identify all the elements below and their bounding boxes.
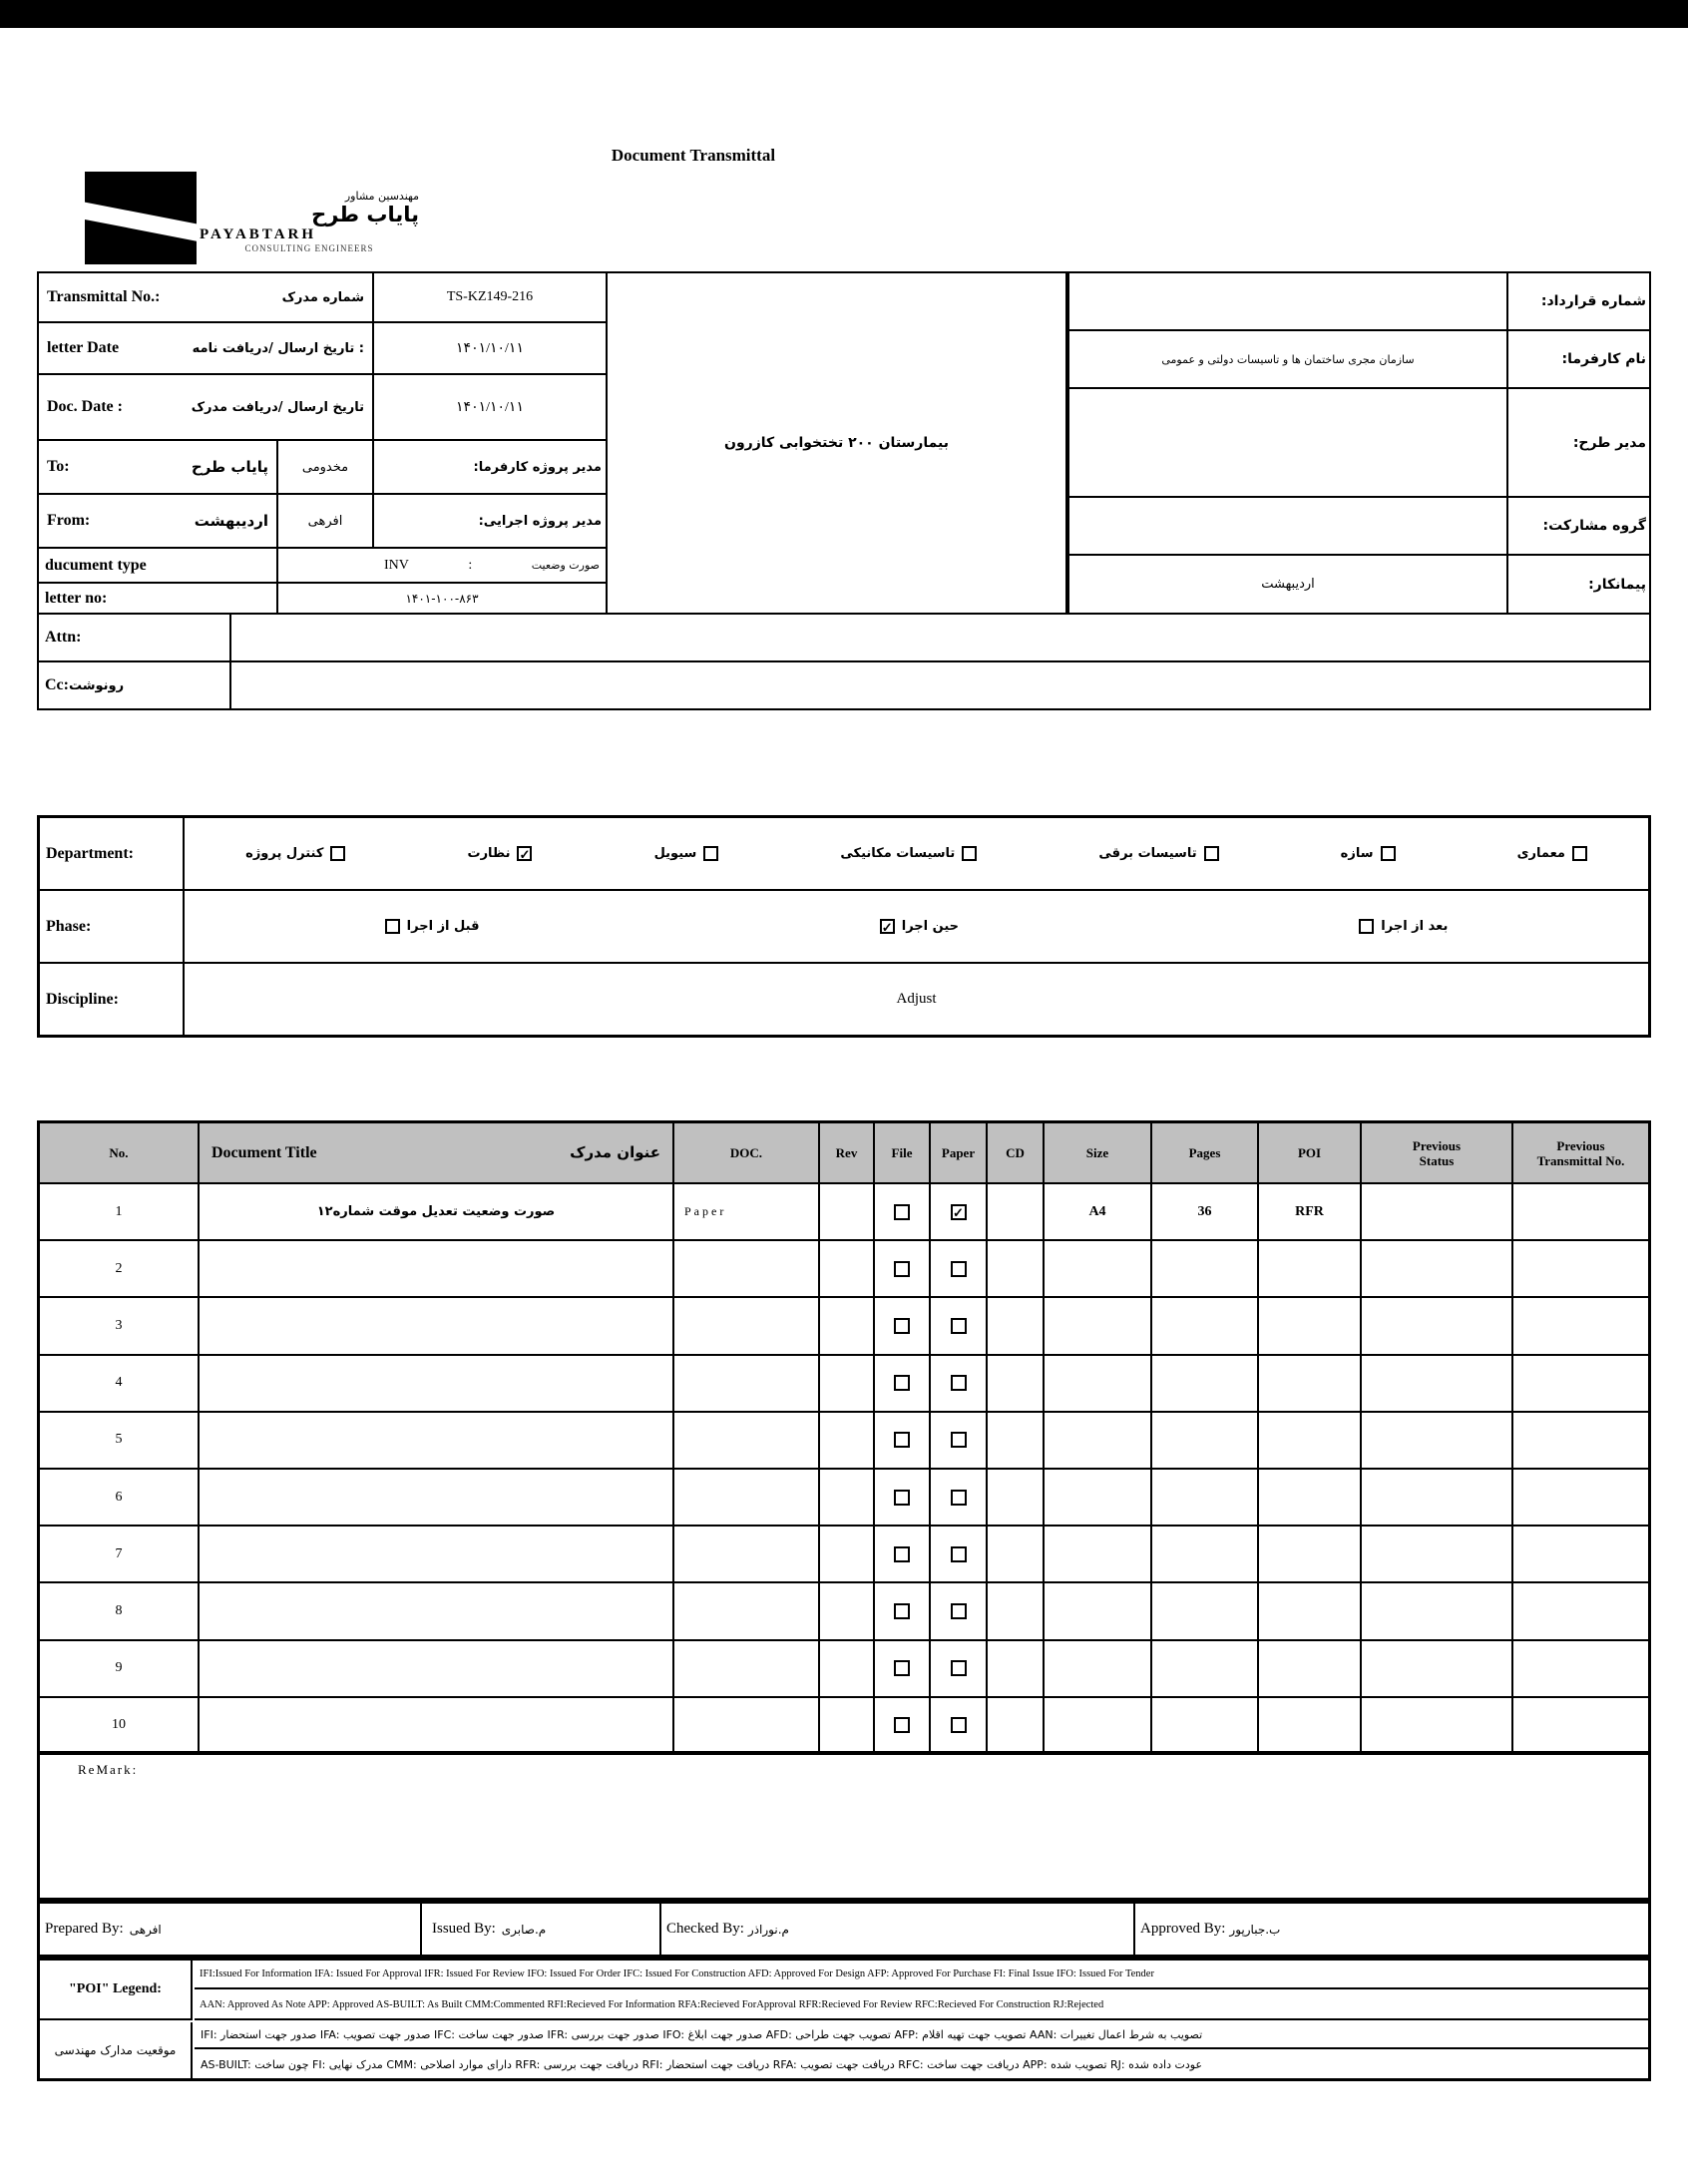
- paper-checkbox[interactable]: [951, 1603, 967, 1619]
- cell-doc: [672, 1470, 818, 1525]
- cell-prev-status: [1360, 1356, 1511, 1411]
- cell-poi: RFR: [1257, 1184, 1360, 1239]
- cell-pages: [1150, 1527, 1257, 1581]
- file-checkbox[interactable]: [894, 1717, 910, 1733]
- doc-type-label: ducument type: [45, 556, 147, 574]
- cell-doc: [672, 1698, 818, 1753]
- cell-size: [1043, 1470, 1150, 1525]
- contractor-value: اردیبهشت: [1067, 554, 1508, 615]
- cell-rev: [818, 1583, 873, 1638]
- letter-no-label-cell: [37, 582, 278, 615]
- cell-file: [873, 1641, 929, 1696]
- cell-file: [873, 1356, 929, 1411]
- remark-label: ReMark:: [78, 1762, 139, 1777]
- department-option-checkbox[interactable]: [962, 846, 977, 861]
- cell-doc: [672, 1241, 818, 1296]
- cell-paper: [929, 1184, 986, 1239]
- discipline-row: [40, 964, 1648, 1035]
- file-checkbox[interactable]: [894, 1375, 910, 1391]
- cell-title: [198, 1356, 672, 1411]
- cell-cd: [986, 1356, 1043, 1411]
- cell-cd: [986, 1184, 1043, 1239]
- logo-en-name: PAYABTARH: [200, 226, 317, 242]
- cell-title: [198, 1298, 672, 1353]
- department-option-label: نظارت: [467, 846, 511, 861]
- col-header-title-en: Document Title: [211, 1144, 317, 1161]
- cell-no: 4: [115, 1375, 123, 1391]
- contract-no-value[interactable]: [1067, 271, 1508, 331]
- letter-date-label-cell: [37, 321, 374, 375]
- file-checkbox[interactable]: [894, 1204, 910, 1220]
- phase-row: [40, 891, 1648, 964]
- department-option: [468, 846, 533, 861]
- issued-by-cell: [422, 1904, 661, 1955]
- attn-label-cell: [37, 613, 231, 662]
- cell-size: [1043, 1298, 1150, 1353]
- fa-legend-label: موقعیت مدارک مهندسی: [40, 2022, 193, 2078]
- phase-option-label: قبل از اجرا: [406, 919, 480, 934]
- department-option-checkbox[interactable]: [1572, 846, 1587, 861]
- partnership-label: گروه مشارکت:: [1506, 496, 1651, 556]
- doc-date-label-cell: [37, 373, 374, 441]
- paper-checkbox[interactable]: [951, 1261, 967, 1277]
- col-header-prev-status-l2: Status: [1419, 1152, 1455, 1168]
- cell-cd: [986, 1241, 1043, 1296]
- logo-fa-name: پایاب طرح: [311, 203, 419, 226]
- col-header-prev-status-l1: Previous: [1412, 1137, 1462, 1153]
- phase-option: [880, 919, 959, 934]
- cell-prev-transmittal: [1511, 1356, 1648, 1411]
- cell-paper: [929, 1641, 986, 1696]
- cell-poi: [1257, 1413, 1360, 1468]
- col-header-title-fa: عنوان مدرک: [570, 1143, 660, 1161]
- cell-doc: [672, 1298, 818, 1353]
- cell-size: [1043, 1583, 1150, 1638]
- cell-rev: [818, 1527, 873, 1581]
- cell-pages: [1150, 1413, 1257, 1468]
- file-checkbox[interactable]: [894, 1660, 910, 1676]
- cell-prev-transmittal: [1511, 1641, 1648, 1696]
- cell-prev-transmittal: [1511, 1413, 1648, 1468]
- cc-label-cell: [37, 660, 231, 710]
- cell-prev-status: [1360, 1241, 1511, 1296]
- col-header-title: [198, 1123, 672, 1182]
- prepared-by-cell: [40, 1904, 422, 1955]
- top-black-bar: [0, 0, 1688, 28]
- documents-table-header: [40, 1123, 1648, 1184]
- cell-prev-transmittal: [1511, 1241, 1648, 1296]
- letter-date-label-en: letter Date: [47, 339, 120, 356]
- department-option: [1098, 846, 1218, 861]
- col-header-rev: Rev: [818, 1123, 873, 1182]
- table-row: [40, 1241, 1648, 1298]
- cell-paper: [929, 1413, 986, 1468]
- legend-en-row1: IFI:Issued For Information IFA: Issued For Approval IFR: Issued For Review IFO: Issued For Order IFC: Issued For Construction AFD: Approved For Design AFP: Approved For Purchase FI: Final Issue IFO: Issued For Tender: [195, 1961, 1648, 1989]
- phase-option-checkbox[interactable]: [385, 919, 400, 934]
- cell-prev-status: [1360, 1641, 1511, 1696]
- cell-no: 7: [115, 1545, 123, 1561]
- company-logo: [85, 172, 197, 264]
- to-role: مدیر پروژه کارفرما:: [372, 439, 608, 495]
- table-row: [40, 1583, 1648, 1640]
- cell-title: [198, 1527, 672, 1581]
- to-person: مخدومی: [276, 439, 374, 495]
- logo-text-block: [200, 190, 419, 253]
- letter-no-label: letter no:: [45, 589, 108, 607]
- poi-legend: [37, 1958, 1651, 2081]
- logo-stripe-icon: [85, 201, 197, 247]
- file-checkbox[interactable]: [894, 1432, 910, 1448]
- from-value: اردیبهشت: [194, 512, 268, 530]
- cell-pages: [1150, 1470, 1257, 1525]
- department-label: Department:: [40, 818, 185, 889]
- cell-no: 10: [112, 1717, 126, 1733]
- cell-no: 8: [115, 1602, 123, 1618]
- table-row: [40, 1698, 1648, 1755]
- cell-rev: [818, 1641, 873, 1696]
- file-checkbox[interactable]: [894, 1546, 910, 1562]
- cell-doc: [672, 1356, 818, 1411]
- cell-size: [1043, 1527, 1150, 1581]
- department-row: [40, 818, 1648, 891]
- page-title: Document Transmittal: [611, 146, 776, 165]
- contractor-label: پیمانکار:: [1506, 554, 1651, 615]
- cell-cd: [986, 1583, 1043, 1638]
- cc-label-fa: رونوشت: [68, 677, 125, 693]
- cell-no: 2: [115, 1260, 123, 1276]
- cell-cd: [986, 1698, 1043, 1753]
- col-header-paper: Paper: [929, 1123, 986, 1182]
- legend-fa-row1: IFI: صدور جهت استحضار IFA: صدور جهت تصویب IFC: صدور جهت ساخت IFR: صدور جهت بررسی IFO: صدور جهت ابلاغ AFD: تصویب جهت طراحی AFP: تصویب جهت تهیه اقلام AAN: تصویب به شرط اعمال تغییرات: [195, 2022, 1648, 2049]
- cell-prev-transmittal: [1511, 1470, 1648, 1525]
- cell-paper: [929, 1470, 986, 1525]
- table-row: [40, 1527, 1648, 1583]
- from-label: From:: [47, 512, 91, 529]
- documents-table: [37, 1120, 1651, 1754]
- department-option-label: معماری: [1516, 846, 1565, 861]
- discipline-value: Adjust: [896, 991, 937, 1007]
- transmittal-no-label-en: Transmittal No.:: [47, 288, 161, 305]
- cell-paper: [929, 1527, 986, 1581]
- col-header-prev-transmittal: [1511, 1123, 1648, 1182]
- department-option-checkbox[interactable]: [1204, 846, 1219, 861]
- col-header-size: Size: [1043, 1123, 1150, 1182]
- cell-title: صورت وضعیت تعدیل موقت شماره۱۲: [198, 1184, 672, 1239]
- cell-file: [873, 1184, 929, 1239]
- cell-prev-transmittal: [1511, 1527, 1648, 1581]
- file-checkbox[interactable]: [894, 1318, 910, 1334]
- department-option-label: سازه: [1340, 846, 1374, 861]
- cell-file: [873, 1241, 929, 1296]
- cell-file: [873, 1298, 929, 1353]
- doc-date-value: ۱۴۰۱/۱۰/۱۱: [372, 373, 608, 441]
- cell-cd: [986, 1298, 1043, 1353]
- cell-prev-status: [1360, 1184, 1511, 1239]
- col-header-poi: POI: [1257, 1123, 1360, 1182]
- to-label: To:: [47, 458, 70, 475]
- checked-by-label: Checked By:: [666, 1921, 744, 1937]
- approved-by-value: ب.جبارپور: [1229, 1922, 1281, 1937]
- checked-by-cell: [661, 1904, 1135, 1955]
- cell-poi: [1257, 1356, 1360, 1411]
- col-header-doc: DOC.: [672, 1123, 818, 1182]
- cell-pages: [1150, 1641, 1257, 1696]
- cell-rev: [818, 1470, 873, 1525]
- cell-doc: [672, 1641, 818, 1696]
- design-manager-label: مدیر طرح:: [1506, 387, 1651, 498]
- cell-prev-transmittal: [1511, 1184, 1648, 1239]
- employer-label: نام کارفرما:: [1506, 329, 1651, 389]
- col-header-cd: CD: [986, 1123, 1043, 1182]
- cell-prev-transmittal: [1511, 1298, 1648, 1353]
- paper-checkbox[interactable]: [951, 1375, 967, 1391]
- department-option-checkbox[interactable]: [1381, 846, 1396, 861]
- cell-poi: [1257, 1241, 1360, 1296]
- cell-prev-status: [1360, 1698, 1511, 1753]
- doc-type-value: INV: [384, 557, 409, 573]
- table-row: [40, 1298, 1648, 1355]
- cell-rev: [818, 1241, 873, 1296]
- doc-type-value-cell: [276, 547, 608, 584]
- doc-type-colon: :: [468, 557, 473, 573]
- col-header-pages: Pages: [1150, 1123, 1257, 1182]
- cell-no: 3: [115, 1317, 123, 1333]
- cell-doc: Paper: [672, 1184, 818, 1239]
- cell-paper: [929, 1698, 986, 1753]
- cell-title: [198, 1241, 672, 1296]
- department-option: [840, 846, 977, 861]
- cell-size: [1043, 1698, 1150, 1753]
- paper-checkbox[interactable]: [951, 1490, 967, 1506]
- paper-checkbox[interactable]: [951, 1660, 967, 1676]
- issued-by-value: م.صابری: [501, 1922, 547, 1937]
- cell-paper: [929, 1241, 986, 1296]
- cc-value[interactable]: [229, 660, 1651, 710]
- issued-by-label: Issued By:: [432, 1921, 496, 1937]
- phase-option-checkbox[interactable]: ✓: [880, 919, 895, 934]
- cell-prev-status: [1360, 1470, 1511, 1525]
- department-option: [654, 846, 719, 861]
- cell-prev-status: [1360, 1298, 1511, 1353]
- cell-pages: [1150, 1698, 1257, 1753]
- doc-date-label-fa: تاریخ ارسال /دریافت مدرک: [191, 399, 364, 415]
- cell-pages: [1150, 1583, 1257, 1638]
- cell-cd: [986, 1413, 1043, 1468]
- cell-no: 9: [115, 1660, 123, 1676]
- cell-paper: [929, 1583, 986, 1638]
- col-header-file: File: [873, 1123, 929, 1182]
- cell-size: A4: [1043, 1184, 1150, 1239]
- paper-checkbox[interactable]: [951, 1546, 967, 1562]
- department-option-label: کنترل پروژه: [245, 846, 324, 861]
- transmittal-no-label-fa: شماره مدرک: [281, 289, 364, 305]
- phase-options: [185, 891, 1648, 962]
- cell-prev-status: [1360, 1413, 1511, 1468]
- cell-size: [1043, 1241, 1150, 1296]
- attn-label: Attn:: [45, 629, 82, 646]
- legend-fa-row2: AS-BUILT: چون ساخت FI: مدرک نهایی CMM: دارای موارد اصلاحی RFR: دریافت جهت بررسی RFI: دریافت جهت استحضار RFA: دریافت جهت تصویب RFC: دریافت جهت ساخت APP: تصویب شده RJ: عودت داده شده: [201, 2058, 1203, 2071]
- cell-doc: [672, 1527, 818, 1581]
- attn-value[interactable]: [229, 613, 1651, 662]
- prepared-by-value: افرهی: [129, 1922, 162, 1937]
- table-row: [40, 1413, 1648, 1470]
- paper-checkbox[interactable]: [951, 1318, 967, 1334]
- cell-title: [198, 1470, 672, 1525]
- cell-rev: [818, 1356, 873, 1411]
- cell-prev-status: [1360, 1527, 1511, 1581]
- department-option-label: تاسیسات مکانیکی: [840, 846, 956, 861]
- prepared-by-label: Prepared By:: [45, 1921, 124, 1937]
- cell-prev-transmittal: [1511, 1698, 1648, 1753]
- transmittal-no-label-cell: [37, 271, 374, 323]
- transmittal-no-value: TS-KZ149-216: [372, 271, 608, 323]
- filters-table: [37, 815, 1651, 1038]
- cell-pages: 36: [1150, 1184, 1257, 1239]
- from-person: افرهی: [276, 493, 374, 549]
- phase-option-label: بعد از اجرا: [1381, 919, 1449, 934]
- cell-poi: [1257, 1583, 1360, 1638]
- cell-rev: [818, 1298, 873, 1353]
- doc-date-label-en: Doc. Date :: [47, 398, 123, 415]
- cell-file: [873, 1698, 929, 1753]
- employer-value: سازمان مجری ساختمان ها و تاسیسات دولتی و عمومی: [1067, 329, 1508, 389]
- paper-checkbox[interactable]: [951, 1432, 967, 1448]
- remark-box[interactable]: [37, 1754, 1651, 1901]
- cell-title: [198, 1641, 672, 1696]
- paper-checkbox[interactable]: ✓: [951, 1204, 967, 1220]
- cell-paper: [929, 1298, 986, 1353]
- cell-doc: [672, 1583, 818, 1638]
- col-header-prev-trans-l2: Transmittal No.: [1536, 1152, 1625, 1168]
- doc-type-fa: صورت وضعیت: [531, 559, 600, 572]
- partnership-value[interactable]: [1067, 496, 1508, 556]
- approved-by-label: Approved By:: [1140, 1921, 1226, 1937]
- from-role: مدیر پروژه اجرایی:: [372, 493, 608, 549]
- approved-by-cell: [1135, 1904, 1648, 1955]
- from-cell: [37, 493, 278, 549]
- logo-fa-tagline: مهندسین مشاور: [344, 190, 419, 203]
- cell-poi: [1257, 1470, 1360, 1525]
- phase-option-checkbox[interactable]: [1359, 919, 1374, 934]
- cell-size: [1043, 1356, 1150, 1411]
- cell-poi: [1257, 1298, 1360, 1353]
- paper-checkbox[interactable]: [951, 1717, 967, 1733]
- cell-prev-transmittal: [1511, 1583, 1648, 1638]
- cell-title: [198, 1698, 672, 1753]
- department-options: [185, 818, 1648, 889]
- department-option: [1341, 846, 1396, 861]
- cell-pages: [1150, 1356, 1257, 1411]
- department-option-label: تاسیسات برقی: [1098, 846, 1197, 861]
- cell-rev: [818, 1698, 873, 1753]
- phase-option: [1359, 919, 1448, 934]
- file-checkbox[interactable]: [894, 1261, 910, 1277]
- project-name: بیمارستان ۲۰۰ تختخوابی کازرون: [606, 271, 1067, 615]
- table-row: [40, 1470, 1648, 1527]
- department-option: [245, 846, 345, 861]
- col-header-no: No.: [109, 1145, 129, 1160]
- phase-option: [385, 919, 480, 934]
- cell-size: [1043, 1413, 1150, 1468]
- cell-poi: [1257, 1527, 1360, 1581]
- cell-rev: [818, 1413, 873, 1468]
- cell-prev-status: [1360, 1583, 1511, 1638]
- letter-date-value: ۱۴۰۱/۱۰/۱۱: [372, 321, 608, 375]
- table-row: [40, 1356, 1648, 1413]
- legend-en-row2: AAN: Approved As Note APP: Approved AS-BUILT: As Built CMM:Commented RFI:Recieved For Information RFA:Recieved ForApproval RFR:Recieved For Review RFC:Recieved For Construction RJ:Rejected: [195, 1991, 1648, 2020]
- phase-option-label: حین اجرا: [901, 919, 960, 934]
- letter-date-label-fa: تاریخ ارسال /دریافت نامه :: [192, 340, 364, 356]
- cell-poi: [1257, 1698, 1360, 1753]
- col-header-prev-status: [1360, 1123, 1511, 1182]
- table-row: [40, 1641, 1648, 1698]
- poi-legend-label: "POI" Legend:: [40, 1961, 193, 2020]
- design-manager-value[interactable]: [1067, 387, 1508, 498]
- col-header-prev-trans-l1: Previous: [1556, 1137, 1605, 1153]
- cell-pages: [1150, 1298, 1257, 1353]
- department-option-checkbox[interactable]: [330, 846, 345, 861]
- checked-by-value: م.نوراذر: [747, 1922, 789, 1937]
- table-row: [40, 1184, 1648, 1241]
- cell-no: 5: [115, 1432, 123, 1448]
- contract-no-label: شماره قرارداد:: [1506, 271, 1651, 331]
- cell-cd: [986, 1470, 1043, 1525]
- cc-label: Cc:: [45, 676, 69, 693]
- department-option-checkbox[interactable]: [703, 846, 718, 861]
- cell-cd: [986, 1641, 1043, 1696]
- cell-cd: [986, 1527, 1043, 1581]
- to-value: پایاب طرح: [191, 458, 268, 476]
- discipline-label: Discipline:: [40, 964, 185, 1035]
- cell-file: [873, 1413, 929, 1468]
- cell-file: [873, 1470, 929, 1525]
- cell-no: 1: [115, 1203, 123, 1219]
- cell-pages: [1150, 1241, 1257, 1296]
- file-checkbox[interactable]: [894, 1490, 910, 1506]
- cell-rev: [818, 1184, 873, 1239]
- letter-no-value: ۱۴۰۱-۱۰۰-۸۶۳: [276, 582, 608, 615]
- cell-title: [198, 1413, 672, 1468]
- to-cell: [37, 439, 278, 495]
- doc-type-label-cell: [37, 547, 278, 584]
- department-option: [1517, 846, 1587, 861]
- cell-doc: [672, 1413, 818, 1468]
- cell-poi: [1257, 1641, 1360, 1696]
- cell-file: [873, 1527, 929, 1581]
- cell-title: [198, 1583, 672, 1638]
- signatures-row: [37, 1901, 1651, 1958]
- file-checkbox[interactable]: [894, 1603, 910, 1619]
- department-option-checkbox[interactable]: ✓: [517, 846, 532, 861]
- department-option-label: سیویل: [653, 846, 697, 861]
- cell-size: [1043, 1641, 1150, 1696]
- logo-en-subtitle: CONSULTING ENGINEERS: [244, 243, 374, 253]
- cell-no: 6: [115, 1489, 123, 1505]
- cell-paper: [929, 1356, 986, 1411]
- phase-label: Phase:: [40, 891, 185, 962]
- cell-file: [873, 1583, 929, 1638]
